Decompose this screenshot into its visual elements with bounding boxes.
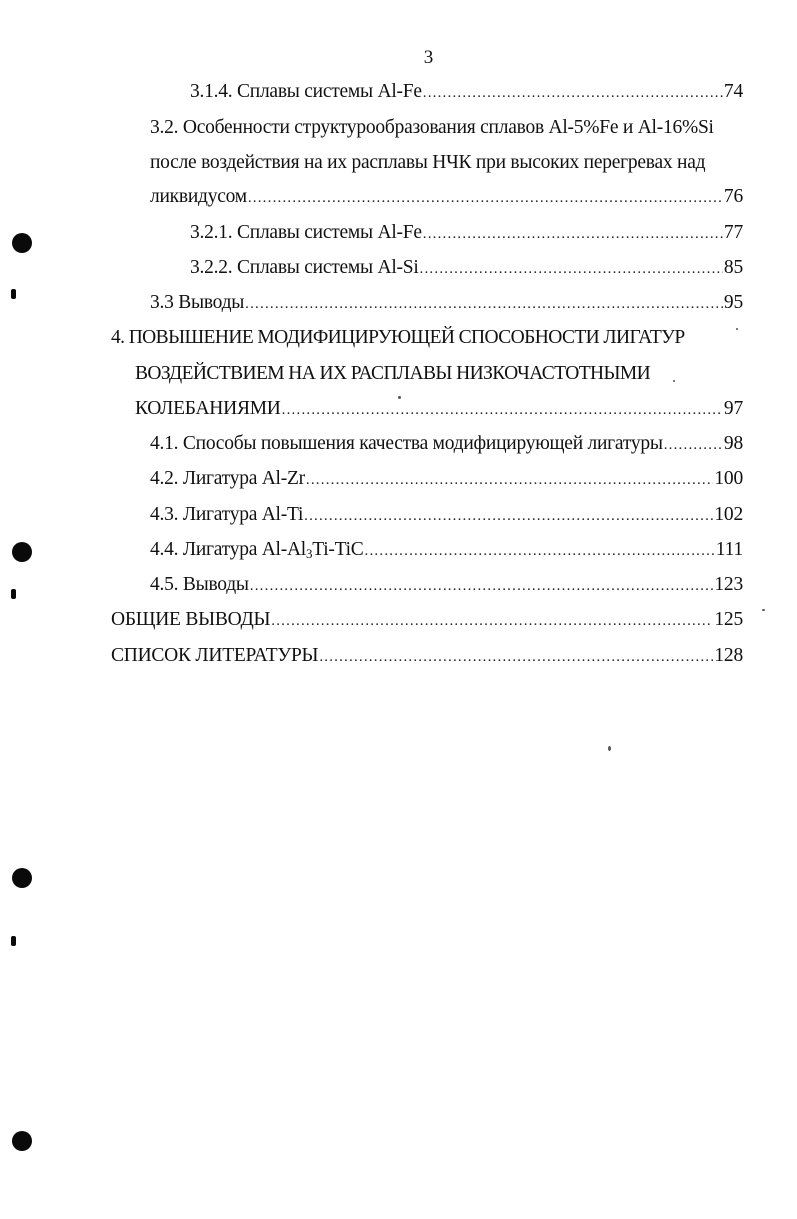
toc-entry-page: 111	[715, 539, 743, 560]
toc-entry-4-5[interactable]	[150, 570, 743, 600]
dot-leader	[423, 219, 723, 249]
dot-leader	[664, 430, 723, 460]
scan-speck	[608, 746, 611, 751]
toc-entry-4-3[interactable]	[150, 500, 743, 530]
toc-entry-references[interactable]	[111, 641, 743, 671]
dot-leader	[319, 642, 713, 672]
dot-leader	[365, 536, 715, 566]
page-number: 3	[423, 47, 434, 68]
toc-entry-page: 77	[723, 222, 743, 243]
toc-entry-page: 123	[714, 574, 743, 595]
toc-entry-label: 3.1.4. Сплавы системы Al-Fe	[190, 81, 422, 102]
scan-mark-3	[11, 936, 16, 946]
toc-entry-4-1[interactable]	[150, 429, 743, 459]
toc-entry-label: 4.5. Выводы	[150, 574, 249, 595]
toc-entry-label: КОЛЕБАНИЯМИ	[135, 398, 281, 419]
toc-entry-3-2-2[interactable]	[190, 253, 743, 283]
scan-speck	[736, 328, 738, 330]
toc-entry-4-2[interactable]	[150, 464, 743, 494]
toc-entry-label: 4.2. Лигатура Al-Zr	[150, 468, 305, 489]
toc-entry-label: 4.3. Лигатура Al-Ti	[150, 504, 304, 525]
toc-entry-label-prefix: 4.4. Лигатура Al-Al	[150, 539, 306, 560]
toc-entry-label-subscript: 3	[305, 546, 313, 561]
toc-entry-label: 3.2.2. Сплавы системы Al-Si	[190, 257, 419, 278]
toc-entry-label-suffix: Ti-TiC	[312, 539, 364, 560]
toc-entry-3-2-line-2: после воздействия на их расплавы НЧК при высоких перегревах над	[150, 152, 706, 173]
dot-leader	[304, 501, 713, 531]
toc-entry-general-conclusions[interactable]	[111, 605, 743, 635]
toc-entry-page: 102	[714, 504, 743, 525]
dot-leader	[250, 571, 714, 601]
toc-entry-4-line-1: 4. ПОВЫШЕНИЕ МОДИФИЦИРУЮЩЕЙ СПОСОБНОСТИ ЛИГАТУР	[111, 327, 685, 348]
dot-leader	[245, 289, 723, 319]
dot-leader	[306, 465, 713, 495]
toc-entry-3-2[interactable]	[150, 182, 743, 212]
toc-entry-3-2-line-1: 3.2. Особенности структурообразования сплавов Al-5%Fe и Al-16%Si	[150, 117, 714, 138]
dot-leader	[420, 254, 723, 284]
toc-entry-label	[150, 535, 364, 565]
toc-entry-page: 97	[723, 398, 743, 419]
scan-speck	[762, 609, 765, 611]
punch-hole-3	[12, 868, 32, 888]
toc-entry-page: 100	[714, 468, 743, 489]
toc-entry-4-4[interactable]	[150, 535, 743, 565]
dot-leader	[271, 606, 713, 636]
toc-entry-label: 4.1. Способы повышения качества модифицирующей лигатуры	[150, 433, 663, 454]
punch-hole-4	[12, 1131, 32, 1151]
scan-speck	[673, 380, 675, 382]
toc-entry-page: 98	[723, 433, 743, 454]
toc-entry-label: ликвидусом	[150, 186, 247, 207]
toc-entry-4-line-2: ВОЗДЕЙСТВИЕМ НА ИХ РАСПЛАВЫ НИЗКОЧАСТОТНЫМИ	[135, 363, 651, 384]
scan-mark-2	[11, 589, 16, 599]
toc-entry-page: 74	[723, 81, 743, 102]
scan-mark-1	[11, 289, 16, 299]
dot-leader	[423, 78, 723, 108]
toc-entry-4[interactable]	[135, 394, 743, 424]
punch-hole-2	[12, 542, 32, 562]
toc-entry-page: 128	[714, 645, 743, 666]
scan-speck	[398, 396, 401, 399]
toc-entry-3-3[interactable]	[150, 288, 743, 318]
toc-entry-label: 3.2.1. Сплавы системы Al-Fe	[190, 222, 422, 243]
toc-entry-label: ОБЩИЕ ВЫВОДЫ	[111, 609, 271, 630]
toc-entry-page: 95	[723, 292, 743, 313]
toc-entry-page: 85	[723, 257, 743, 278]
toc-entry-label: 3.3 Выводы	[150, 292, 245, 313]
toc-entry-3-1-4[interactable]	[190, 77, 743, 107]
dot-leader	[248, 183, 723, 213]
punch-hole-1	[12, 233, 32, 253]
dot-leader	[282, 395, 723, 425]
toc-entry-page: 125	[714, 609, 743, 630]
toc-entry-page: 76	[723, 186, 743, 207]
toc-entry-3-2-1[interactable]	[190, 218, 743, 248]
toc-entry-label: СПИСОК ЛИТЕРАТУРЫ	[111, 645, 319, 666]
